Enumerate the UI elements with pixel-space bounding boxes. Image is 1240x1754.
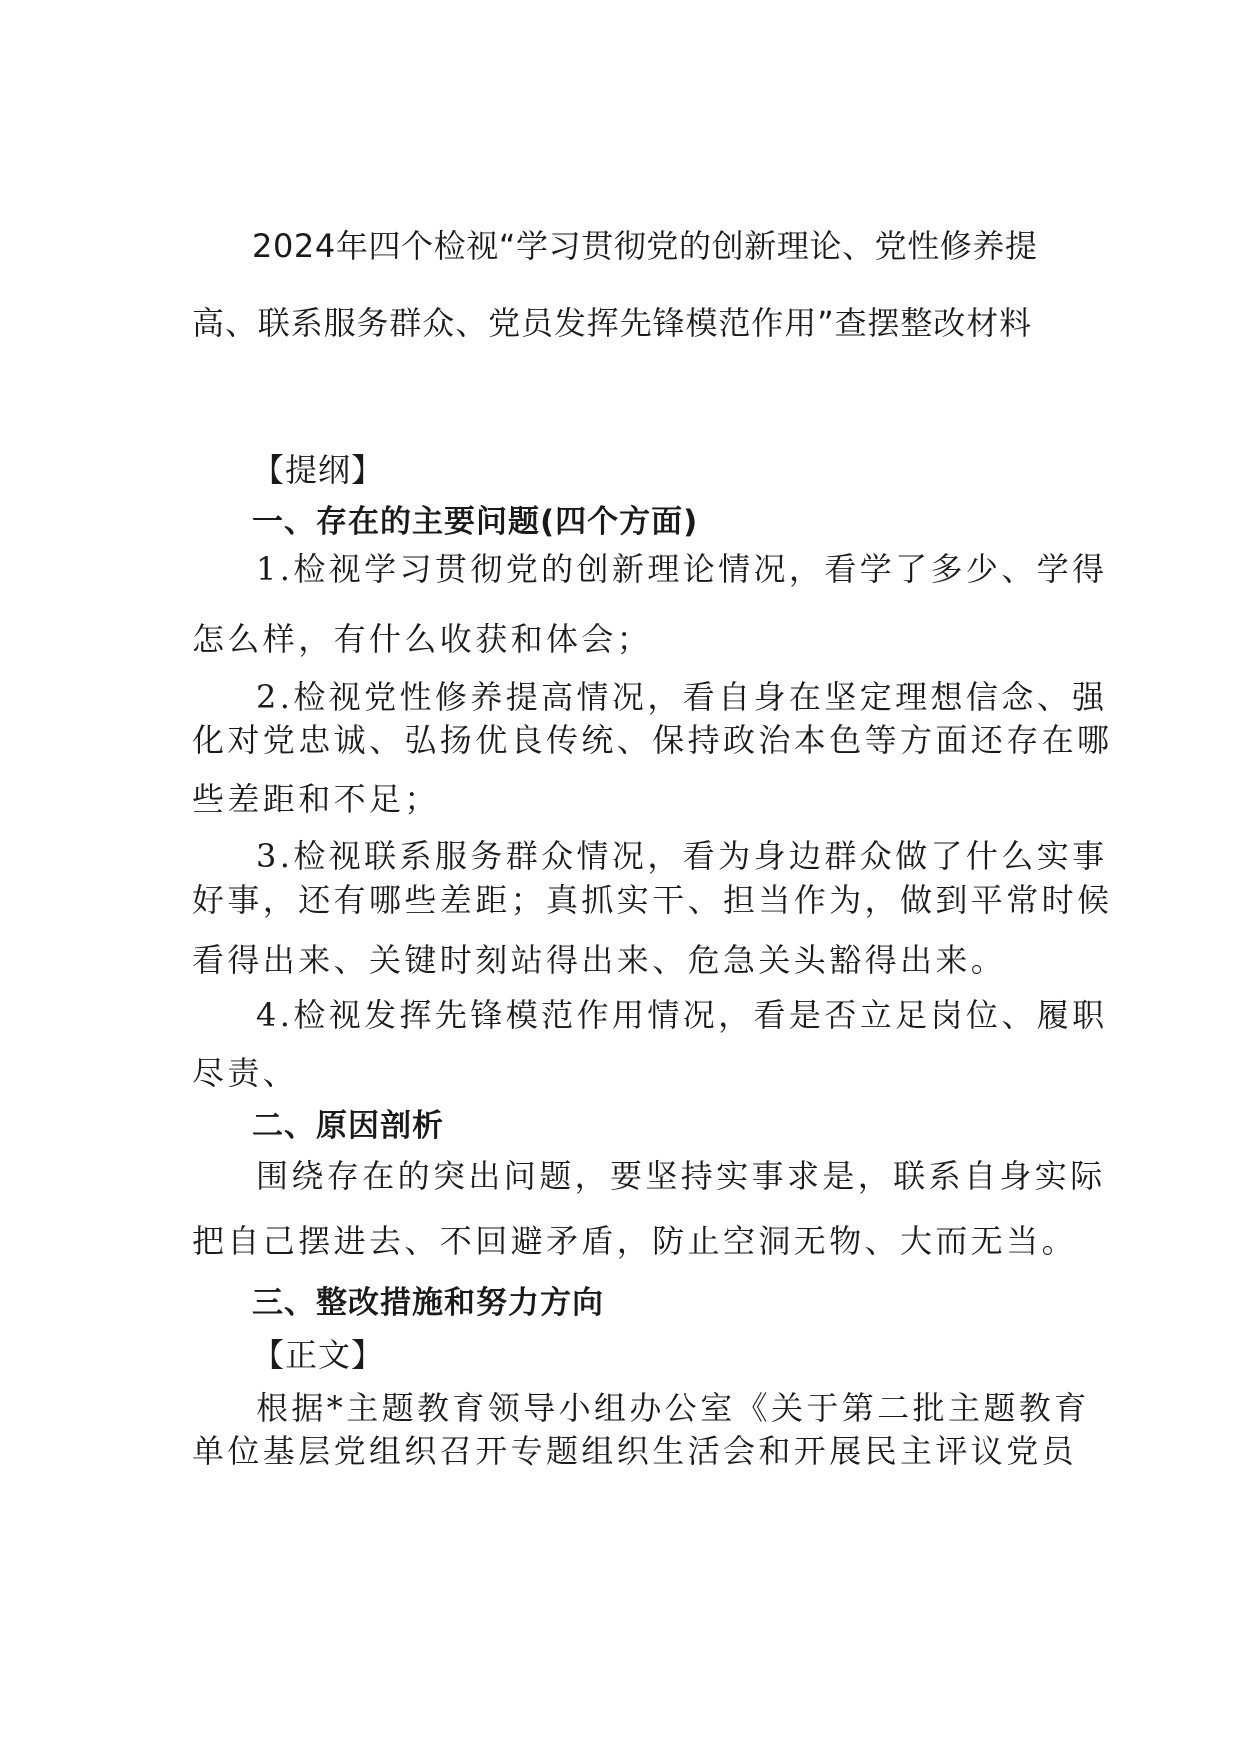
section-3-heading: 三、整改措施和努力方向 (252, 1285, 604, 1321)
item-3-line-2: 好事，还有哪些差距；真抓实干、担当作为，做到平常时候 (192, 881, 1113, 919)
item-2-line-1: 2.检视党性修养提高情况，看自身在坚定理想信念、强 (256, 678, 1108, 716)
item-1-line-2: 怎么样，有什么收获和体会； (192, 620, 653, 658)
body-label: 【正文】 (252, 1336, 385, 1374)
body-line-2: 单位基层党组织召开专题组织生活会和开展民主评议党员 (192, 1432, 1078, 1470)
item-1-line-1: 1.检视学习贯彻党的创新理论情况，看学了多少、学得 (256, 550, 1108, 588)
item-3-line-3: 看得出来、关键时刻站得出来、危急关头豁得出来。 (192, 941, 1007, 979)
item-2-line-3: 些差距和不足； (192, 780, 440, 818)
section-2-heading: 二、原因剖析 (252, 1108, 444, 1144)
document-title-line-2: 高、联系服务群众、党员发挥先锋模范作用”查摆整改材料 (192, 304, 1032, 342)
item-4-line-2: 尽责、 (192, 1054, 299, 1092)
item-4-line-1: 4.检视发挥先锋模范作用情况，看是否立足岗位、履职 (256, 996, 1108, 1034)
section-2-line-2: 把自己摆进去、不回避矛盾，防止空洞无物、大而无当。 (192, 1222, 1078, 1260)
body-line-1: 根据*主题教育领导小组办公室《关于第二批主题教育 (256, 1389, 1090, 1427)
section-2-line-1: 围绕存在的突出问题，要坚持实事求是，联系自身实际 (256, 1157, 1106, 1195)
item-2-line-2: 化对党忠诚、弘扬优良传统、保持政治本色等方面还存在哪 (192, 721, 1113, 759)
outline-label: 【提纲】 (252, 451, 385, 489)
item-3-line-1: 3.检视联系服务群众情况，看为身边群众做了什么实事 (256, 837, 1108, 875)
section-1-heading: 一、存在的主要问题(四个方面) (252, 504, 699, 540)
document-title-line-1: 2024年四个检视“学习贯彻党的创新理论、党性修养提 (252, 227, 1038, 265)
